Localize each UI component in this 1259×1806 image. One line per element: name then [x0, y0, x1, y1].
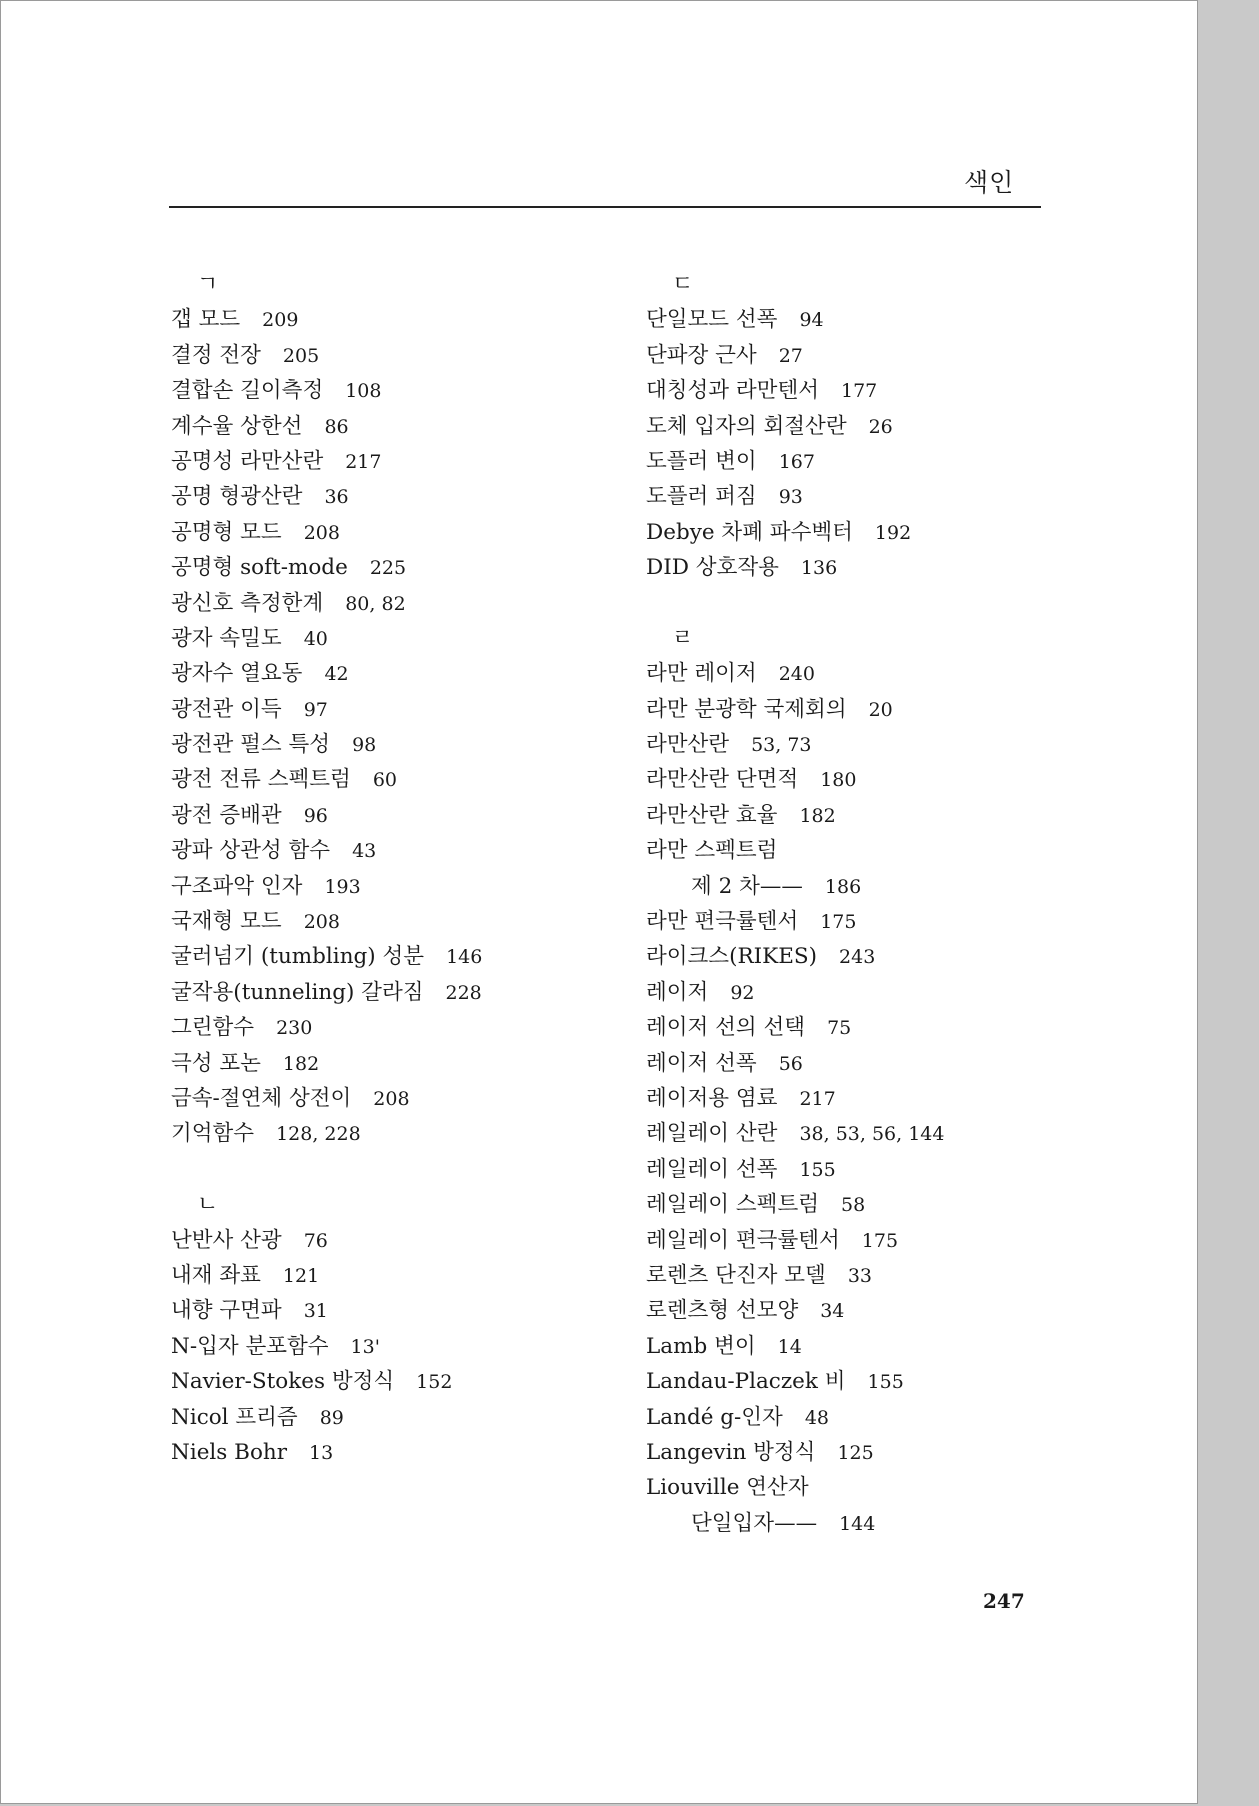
page-number: 247: [983, 1589, 1025, 1613]
index-entry: [171, 409, 482, 444]
index-page-refs: 56: [778, 1052, 803, 1075]
index-entry: [171, 479, 482, 514]
index-page-refs: 208: [303, 521, 340, 544]
index-page-refs: 76: [303, 1229, 328, 1252]
index-term: 광자 속밀도: [171, 625, 282, 651]
header-rule: [169, 206, 1041, 208]
index-page-refs: 209: [262, 309, 299, 332]
index-column-left: [171, 267, 482, 1470]
index-page-refs: 243: [839, 946, 876, 969]
index-term: 광신호 측정한계: [171, 590, 324, 616]
index-entry: [646, 1010, 945, 1045]
index-entry: [171, 1364, 482, 1399]
index-term: 결정 전장: [171, 342, 261, 368]
index-term: 광전관 이득: [171, 696, 282, 722]
index-term: 레이저 선의 선택: [646, 1015, 806, 1041]
index-term: 라만 편극률텐서: [646, 909, 799, 935]
index-entry: [171, 515, 482, 550]
index-term: N-입자 분포함수: [171, 1333, 329, 1359]
index-term: 레일레이 산란: [646, 1121, 778, 1147]
index-term: 도플러 퍼짐: [646, 484, 757, 510]
index-entry: [646, 302, 945, 337]
index-term: 라만산란: [646, 732, 730, 758]
index-term: 레이저용 염료: [646, 1085, 778, 1111]
index-page-refs: 86: [324, 415, 349, 438]
index-entry: [646, 1116, 945, 1151]
index-entry: [646, 727, 945, 762]
index-entry: [646, 798, 945, 833]
index-term: 광파 상관성 함수: [171, 838, 331, 864]
index-page-refs: 182: [799, 804, 836, 827]
index-entry: [646, 1435, 945, 1470]
index-page-refs: 96: [303, 804, 328, 827]
index-term: Landé g-인자: [646, 1404, 783, 1430]
index-page-refs: 152: [416, 1371, 453, 1394]
index-entry: [646, 338, 945, 373]
index-page-refs: 193: [324, 875, 361, 898]
index-term: 로렌츠 단진자 모델: [646, 1262, 826, 1288]
index-page-refs: 177: [841, 380, 878, 403]
index-page-refs: 192: [874, 521, 912, 544]
index-entry: [171, 1329, 482, 1364]
index-page-refs: 208: [303, 911, 340, 934]
index-term: 내재 좌표: [171, 1262, 261, 1288]
index-term: 기억함수: [171, 1121, 255, 1147]
index-entry: [646, 1152, 945, 1187]
index-entry: [646, 479, 945, 514]
index-term: 난반사 산광: [171, 1227, 282, 1253]
index-term: 광전 전류 스펙트럼: [171, 767, 351, 793]
index-page-refs: 26: [868, 415, 893, 438]
index-term: 금속-절연체 상전이: [171, 1085, 352, 1111]
index-page-refs: 40: [303, 627, 328, 650]
index-term: 라만 스펙트럼: [646, 838, 778, 864]
index-term: 라만 분광학 국제회의: [646, 696, 847, 722]
index-entry: [171, 1400, 482, 1435]
index-entry: [171, 869, 482, 904]
index-term: 내향 구면파: [171, 1298, 282, 1324]
index-page-refs: 34: [820, 1300, 845, 1323]
index-entry: [646, 833, 945, 868]
index-page-refs: 27: [778, 344, 803, 367]
index-subentry: [646, 1506, 945, 1541]
index-term: 그린함수: [171, 1015, 255, 1041]
index-term: Niels Bohr: [171, 1439, 288, 1465]
index-page-refs: 208: [373, 1087, 410, 1110]
index-term: 굴러넘기 (tumbling) 성분: [171, 944, 425, 970]
index-page-refs: 125: [837, 1441, 874, 1464]
index-entry: [171, 550, 482, 585]
index-term: 라만산란 효율: [646, 802, 778, 828]
index-term: Lamb 변이: [646, 1333, 756, 1359]
index-page-refs: 93: [778, 486, 803, 509]
index-entry: [171, 656, 482, 691]
index-term: 단파장 근사: [646, 342, 757, 368]
index-entry: [171, 586, 482, 621]
index-entry: [171, 833, 482, 868]
index-entry: [171, 1223, 482, 1258]
index-entry: [646, 1187, 945, 1222]
index-page-refs: 53, 73: [751, 734, 812, 757]
index-term: 제 2 차——: [691, 873, 803, 899]
index-entry: [171, 762, 482, 797]
index-term: 굴작용(tunneling) 갈라짐: [171, 979, 424, 1005]
index-entry: [171, 939, 482, 974]
index-term: Debye 차폐 파수벡터: [646, 519, 853, 545]
index-entry: [171, 1046, 482, 1081]
index-term: 도체 입자의 회절산란: [646, 413, 847, 439]
index-entry: [171, 338, 482, 373]
index-page-refs: 42: [324, 663, 349, 686]
index-subentry: [646, 869, 945, 904]
index-term: 결합손 길이측정: [171, 378, 324, 404]
index-term: 라만산란 단면적: [646, 767, 799, 793]
index-page-refs: 230: [276, 1017, 313, 1040]
index-page-refs: 98: [352, 734, 377, 757]
index-page-refs: 225: [369, 557, 407, 580]
index-entry: [646, 1329, 945, 1364]
index-entry: [171, 444, 482, 479]
index-entry: [646, 1470, 945, 1505]
index-page-refs: 89: [319, 1406, 344, 1429]
index-term: 로렌츠형 선모양: [646, 1298, 799, 1324]
index-page-refs: 20: [868, 698, 893, 721]
index-page-refs: 97: [303, 698, 328, 721]
index-entry: [171, 904, 482, 939]
index-term: 도플러 변이: [646, 448, 757, 474]
index-term: 단일입자——: [691, 1510, 818, 1536]
index-entry: [171, 302, 482, 337]
index-term: 공명형 soft-mode: [171, 555, 348, 581]
index-entry: [171, 798, 482, 833]
index-page-refs: 48: [804, 1406, 830, 1429]
index-term: 단일모드 선폭: [646, 307, 778, 333]
index-term: 레일레이 편극률텐서: [646, 1227, 840, 1253]
index-page-refs: 228: [445, 981, 482, 1004]
index-term: DID 상호작용: [646, 555, 779, 581]
index-entry: [646, 692, 945, 727]
index-section-heading: ㄷ: [672, 272, 694, 297]
index-page-refs: 182: [282, 1052, 320, 1075]
index-page-refs: 60: [372, 769, 398, 792]
index-entry: [646, 373, 945, 408]
index-section-heading: ㄹ: [672, 625, 694, 651]
index-term: 갭 모드: [171, 307, 241, 333]
index-term: 광자수 열요동: [171, 661, 303, 687]
section-spacer: [646, 586, 945, 621]
index-page-refs: 94: [799, 309, 824, 332]
index-entry: [171, 692, 482, 727]
index-entry: [171, 1293, 482, 1328]
index-column-right: [646, 267, 945, 1541]
index-page-refs: 175: [820, 911, 857, 934]
index-page-refs: 186: [824, 875, 862, 898]
index-page-refs: 180: [820, 769, 857, 792]
index-page-refs: 38, 53, 56, 144: [799, 1123, 945, 1146]
index-entry: [646, 1081, 945, 1116]
index-term: Liouville 연산자: [646, 1475, 809, 1501]
index-page-refs: 128, 228: [276, 1123, 361, 1146]
index-page-refs: 217: [345, 450, 382, 473]
index-page-refs: 75: [827, 1017, 852, 1040]
index-page-refs: 92: [730, 981, 755, 1004]
index-term: 공명성 라만산란: [171, 448, 324, 474]
index-entry: [171, 621, 482, 656]
index-term: 계수율 상한선: [171, 413, 303, 439]
index-page-refs: 31: [303, 1300, 328, 1323]
index-section-heading: ㄱ: [197, 272, 219, 297]
index-term: 레이저: [646, 979, 709, 1005]
index-page-refs: 155: [799, 1158, 836, 1181]
index-page-refs: 240: [778, 663, 815, 686]
index-page-refs: 136: [800, 557, 838, 580]
index-entry: [646, 1364, 945, 1399]
index-entry: [646, 1400, 945, 1435]
section-spacer: [171, 1152, 482, 1187]
index-entry: [646, 515, 945, 550]
index-entry: [646, 409, 945, 444]
page-header-title: 색인: [964, 168, 1015, 197]
index-page-refs: 205: [282, 344, 320, 367]
index-page-refs: 80, 82: [345, 592, 406, 615]
index-term: Navier-Stokes 방정식: [171, 1369, 395, 1395]
index-entry: [646, 975, 945, 1010]
index-term: 대칭성과 라만텐서: [646, 378, 819, 404]
index-entry: [171, 1258, 482, 1293]
index-page-refs: 43: [352, 840, 377, 863]
index-page-refs: 13': [350, 1335, 380, 1358]
index-page-refs: 146: [446, 946, 483, 969]
index-term: 라이크스(RIKES): [646, 944, 818, 970]
index-term: 극성 포논: [171, 1050, 261, 1076]
index-page-refs: 108: [345, 380, 382, 403]
index-page-refs: 175: [861, 1229, 899, 1252]
index-term: 레일레이 스펙트럼: [646, 1192, 819, 1218]
index-term: 구조파악 인자: [171, 873, 303, 899]
index-entry: [171, 373, 482, 408]
index-term: Landau-Placzek 비: [646, 1369, 846, 1395]
index-entry: [171, 727, 482, 762]
index-page-refs: 121: [282, 1264, 320, 1287]
index-entry: [646, 1293, 945, 1328]
index-term: 광전 증배관: [171, 802, 282, 828]
index-page-refs: 167: [778, 450, 815, 473]
index-term: 레이저 선폭: [646, 1050, 757, 1076]
index-entry: [646, 1258, 945, 1293]
index-term: 라만 레이저: [646, 661, 757, 687]
index-page-refs: 217: [799, 1087, 836, 1110]
index-page-refs: 13: [309, 1441, 334, 1464]
index-term: 공명형 모드: [171, 519, 282, 545]
index-page-refs: 14: [777, 1335, 802, 1358]
index-entry: [171, 975, 482, 1010]
index-term: Langevin 방정식: [646, 1439, 816, 1465]
index-entry: [646, 444, 945, 479]
index-entry: [171, 1010, 482, 1045]
index-section-heading: ㄴ: [197, 1192, 219, 1218]
index-entry: [646, 550, 945, 585]
index-entry: [646, 904, 945, 939]
index-entry: [171, 1081, 482, 1116]
index-entry: [646, 939, 945, 974]
index-term: 광전관 펄스 특성: [171, 732, 331, 758]
index-entry: [646, 1223, 945, 1258]
index-page-refs: 36: [324, 486, 349, 509]
index-entry: [646, 762, 945, 797]
index-term: 레일레이 선폭: [646, 1156, 778, 1182]
index-entry: [646, 1046, 945, 1081]
index-term: Nicol 프리즘: [171, 1404, 298, 1430]
index-entry: [646, 656, 945, 691]
index-entry: [171, 1435, 482, 1470]
index-term: 국재형 모드: [171, 909, 282, 935]
index-page-refs: 33: [847, 1264, 873, 1287]
index-term: 공명 형광산란: [171, 484, 303, 510]
index-page-refs: 58: [841, 1194, 866, 1217]
index-page-refs: 155: [867, 1371, 904, 1394]
index-page-refs: 144: [839, 1512, 876, 1535]
index-entry: [171, 1116, 482, 1151]
